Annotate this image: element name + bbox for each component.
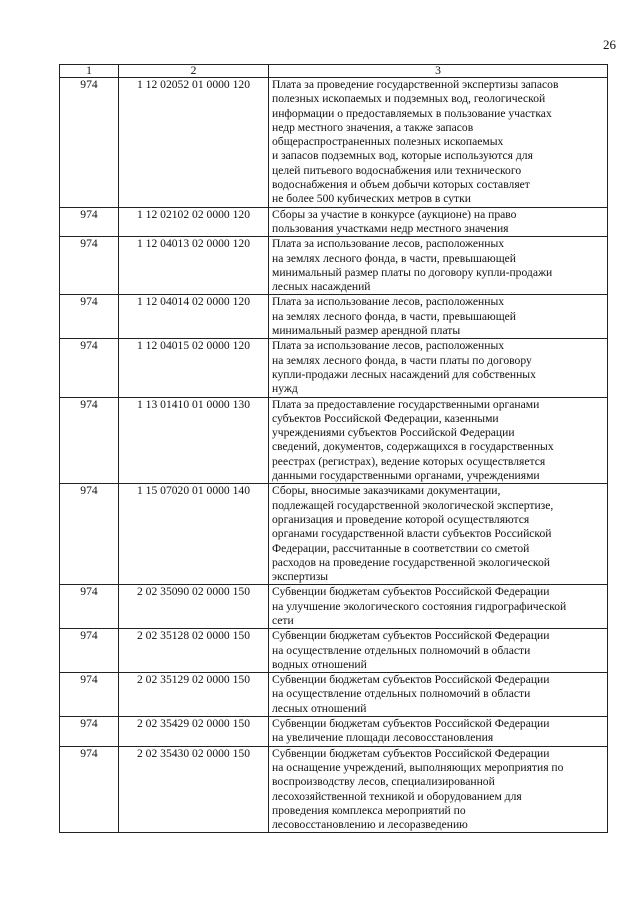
admin-code-cell: 974 (60, 585, 119, 629)
admin-code-cell: 974 (60, 484, 119, 585)
admin-code-cell: 974 (60, 629, 119, 673)
admin-code-cell: 974 (60, 397, 119, 484)
table-row (60, 746, 608, 833)
header-row (60, 65, 608, 78)
admin-code-cell: 974 (60, 207, 119, 237)
table-row (60, 629, 608, 673)
table-row (60, 207, 608, 237)
budget-code-cell: 1 12 04015 02 0000 120 (119, 339, 269, 397)
budget-code-cell: 1 12 04014 02 0000 120 (119, 295, 269, 339)
budget-code-cell: 1 12 02102 02 0000 120 (119, 207, 269, 237)
admin-code-cell: 974 (60, 237, 119, 295)
budget-code-cell: 1 15 07020 01 0000 140 (119, 484, 269, 585)
admin-code-cell: 974 (60, 295, 119, 339)
table-row (60, 673, 608, 717)
description-cell: Плата за использование лесов, расположенных на землях лесного фонда, в части, превышающей минимальный размер платы по договору купли-продажи лесных насаждений (269, 237, 608, 295)
description-cell: Плата за использование лесов, расположенных на землях лесного фонда, в части платы по договору купли-продажи лесных насаждений для собственных нужд (269, 339, 608, 397)
budget-code-cell: 2 02 35090 02 0000 150 (119, 585, 269, 629)
budget-code-cell: 1 12 02052 01 0000 120 (119, 78, 269, 208)
description-cell: Сборы, вносимые заказчиками документации, подлежащей государственной экологической экспертизе, организация и проведение которой осуществляются органами государственной власти субъектов Российской Федерации, рассчитанные в соответствии со сметой расходов на проведение государственной экологической экспертизы (269, 484, 608, 585)
description-cell: Субвенции бюджетам субъектов Российской Федерации на осуществление отдельных полномочий в области водных отношений (269, 629, 608, 673)
description-cell: Субвенции бюджетам субъектов Российской Федерации на улучшение экологического состояния гидрографической сети (269, 585, 608, 629)
table-row (60, 585, 608, 629)
admin-code-cell: 974 (60, 78, 119, 208)
description-cell: Субвенции бюджетам субъектов Российской Федерации на увеличение площади лесовосстановления (269, 717, 608, 747)
budget-classification-table (59, 64, 608, 833)
description-cell: Сборы за участие в конкурсе (аукционе) на право пользования участками недр местного значения (269, 207, 608, 237)
description-cell: Плата за использование лесов, расположенных на землях лесного фонда, в части, превышающей минимальный размер арендной платы (269, 295, 608, 339)
column-header-1: 1 (60, 65, 119, 78)
budget-code-cell: 1 12 04013 02 0000 120 (119, 237, 269, 295)
budget-code-cell: 2 02 35129 02 0000 150 (119, 673, 269, 717)
description-cell: Плата за предоставление государственными органами субъектов Российской Федерации, казенными учреждениями субъектов Российской Федерации сведений, документов, содержащихся в государственных реестрах (регистрах), ведение которых осуществляется данными государственными органами, учреждениями (269, 397, 608, 484)
budget-code-cell: 1 13 01410 01 0000 130 (119, 397, 269, 484)
admin-code-cell: 974 (60, 673, 119, 717)
table-header (60, 65, 608, 78)
description-cell: Субвенции бюджетам субъектов Российской Федерации на оснащение учреждений, выполняющих мероприятия по воспроизводству лесов, специализированной лесохозяйственной техникой и оборудованием для проведения комплекса мероприятий по лесовосстановлению и лесоразведению (269, 746, 608, 833)
budget-code-cell: 2 02 35430 02 0000 150 (119, 746, 269, 833)
table-row (60, 78, 608, 208)
table-body (60, 78, 608, 833)
description-cell: Плата за проведение государственной экспертизы запасов полезных ископаемых и подземных вод, геологической информации о предоставляемых в пользование участках недр местного значения, а также запасов общераспространенных полезных ископаемых и запасов подземных вод, которые используются для целей питьевого водоснабжения или технического водоснабжения и объем добычи которых составляет не более 500 кубических метров в сутки (269, 78, 608, 208)
budget-code-cell: 2 02 35128 02 0000 150 (119, 629, 269, 673)
admin-code-cell: 974 (60, 339, 119, 397)
table-row (60, 484, 608, 585)
table-row (60, 237, 608, 295)
page-number: 26 (603, 37, 616, 52)
table-row (60, 295, 608, 339)
description-cell: Субвенции бюджетам субъектов Российской Федерации на осуществление отдельных полномочий в области лесных отношений (269, 673, 608, 717)
budget-code-cell: 2 02 35429 02 0000 150 (119, 717, 269, 747)
table-row (60, 339, 608, 397)
admin-code-cell: 974 (60, 746, 119, 833)
table-row (60, 717, 608, 747)
column-header-2: 2 (119, 65, 269, 78)
admin-code-cell: 974 (60, 717, 119, 747)
table-row (60, 397, 608, 484)
column-header-3: 3 (269, 65, 608, 78)
